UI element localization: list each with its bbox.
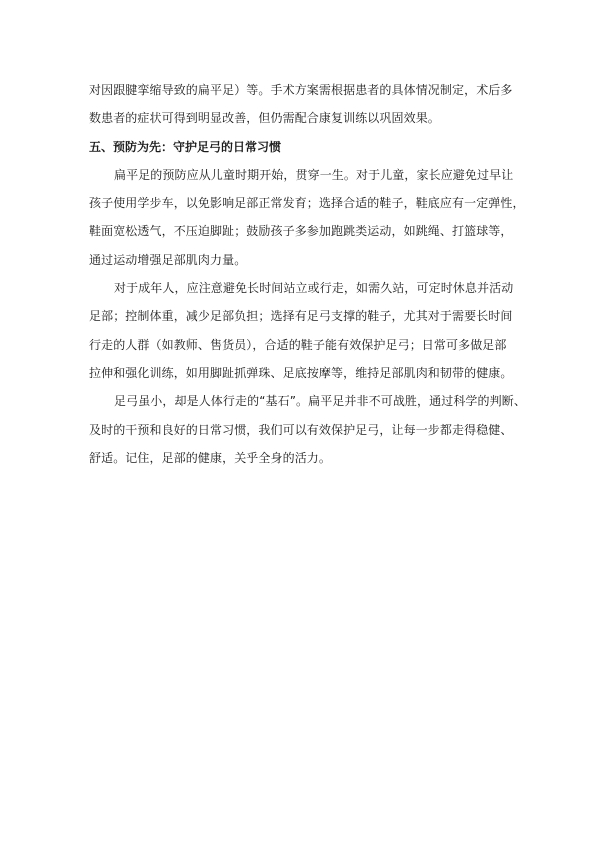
text-line: 数患者的症状可得到明显改善，但仍需配合康复训练以巩固效果。: [89, 111, 440, 126]
paragraph-continued: [89, 76, 513, 133]
text-line: 对于成年人，应注意避免长时间站立或行走，如需久站，可定时休息并活动: [114, 281, 514, 296]
paragraph-adult-prevention: [89, 274, 514, 387]
text-line: 足部；控制体重，减少足部负担；选择有足弓支撑的鞋子，尤其对于需要长时间: [89, 309, 513, 324]
text-line: 对因跟腱挛缩导致的扁平足）等。手术方案需根据患者的具体情况制定，术后多: [89, 83, 513, 97]
text-line: 行走的人群（如教师、售货员），合适的鞋子能有效保护足弓；日常可多做足部: [89, 337, 507, 352]
text-line: 扁平足的预防应从儿童时期开始，贯穿一生。对于儿童，家长应避免过早让: [114, 167, 514, 182]
text-line: 鞋面宽松透气，不压迫脚趾；鼓励孩子多参加跑跳类运动，如跳绳、打篮球等，: [89, 224, 513, 239]
paragraph-children-prevention: [89, 161, 525, 274]
text-line: 及时的干预和良好的日常习惯，我们可以有效保护足弓，让每一步都走得稳健、: [89, 422, 513, 437]
text-line: 拉伸和强化训练，如用脚趾抓弹珠、足底按摩等，维持足部肌肉和韧带的健康。: [89, 365, 513, 380]
section-heading: 五、预防为先：守护足弓的日常习惯: [89, 139, 282, 154]
text-line: 孩子使用学步车，以免影响足部正常发育；选择合适的鞋子，鞋底应有一定弹性，: [89, 196, 525, 211]
text-line: 舒适。记住，足部的健康，关乎全身的活力。: [89, 450, 332, 465]
paragraph-conclusion: [89, 387, 526, 472]
text-line: 足弓虽小，却是人体行走的“基石”。扁平足并非不可战胜，通过科学的判断、: [114, 394, 526, 409]
text-line: 通过运动增强足部肌肉力量。: [89, 252, 247, 267]
